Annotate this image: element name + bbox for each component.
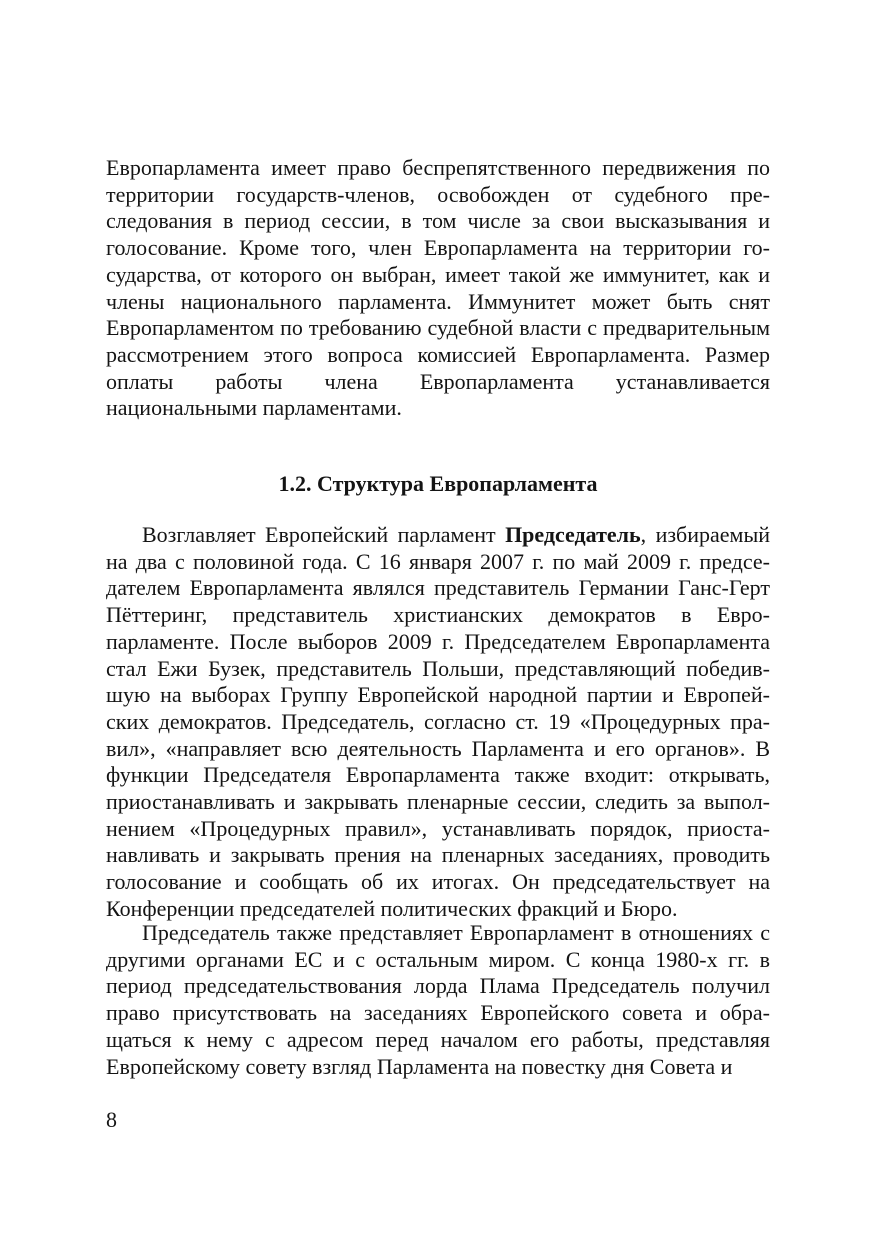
paragraph-immunity: Европарламента имеет право беспрепятственного передвижения по территории государств-членов, освобожден от судебного преследования в период сессии, в том числе за свои высказывания и голосование. Кроме того, член Европарламента на территории государства, от которого он выбран, имеет такой же иммунитет, как и члены национального парламента. Иммунитет может быть снят Европарламентом по требованию судебной власти с предварительным рассмотрением этого вопроса комиссией Европарламента. Размер оплаты работы члена Европарламента устанавливается национальными парламентами. [106, 155, 770, 421]
term-president: Председатель [505, 522, 641, 547]
page-number: 8 [106, 1107, 117, 1132]
section-heading: 1.2. Структура Европарламента [278, 471, 598, 496]
paragraph-representation: Председатель также представляет Европарламент в отношениях с другими органами ЕС и с остальным миром. С конца 1980-х гг. в период председательствования лорда Плама Председатель получил право присутствовать на заседаниях Европейского совета и обращаться к нему с адресом перед началом его работы, представляя Европейскому совету взгляд Парламента на повестку дня Совета и [106, 920, 770, 1079]
paragraph-president-start: Возглавляет Европейский парламент [142, 522, 506, 547]
paragraph-president-rest: , избираемый на два с половиной года. С 16 января 2007 г. по май 2009 г. председателем Европарламента являлся представитель Германии Ганс-Герт Пёттеринг, представитель христианских демократов в Европарламенте. После выборов 2009 г. Председателем Европарламента стал Ежи Бузек, представитель Польши, представляющий победившую на выборах Группу Европейской народной партии и Европейских демократов. Председатель, согласно ст. 19 «Процедурных правил», «направляет всю деятельность Парламента и его органов». В функции Председателя Европарламента также входит: открывать, приостанавливать и закрывать пленарные сессии, следить за выполнением «Процедурных правил», устанавливать порядок, приостанавливать и закрывать прения на пленарных заседаниях, проводить голосование и сообщать об их итогах. Он председательствует на Конференции председателей политических фракций и Бюро. [106, 522, 770, 921]
paragraph-president [106, 522, 770, 923]
